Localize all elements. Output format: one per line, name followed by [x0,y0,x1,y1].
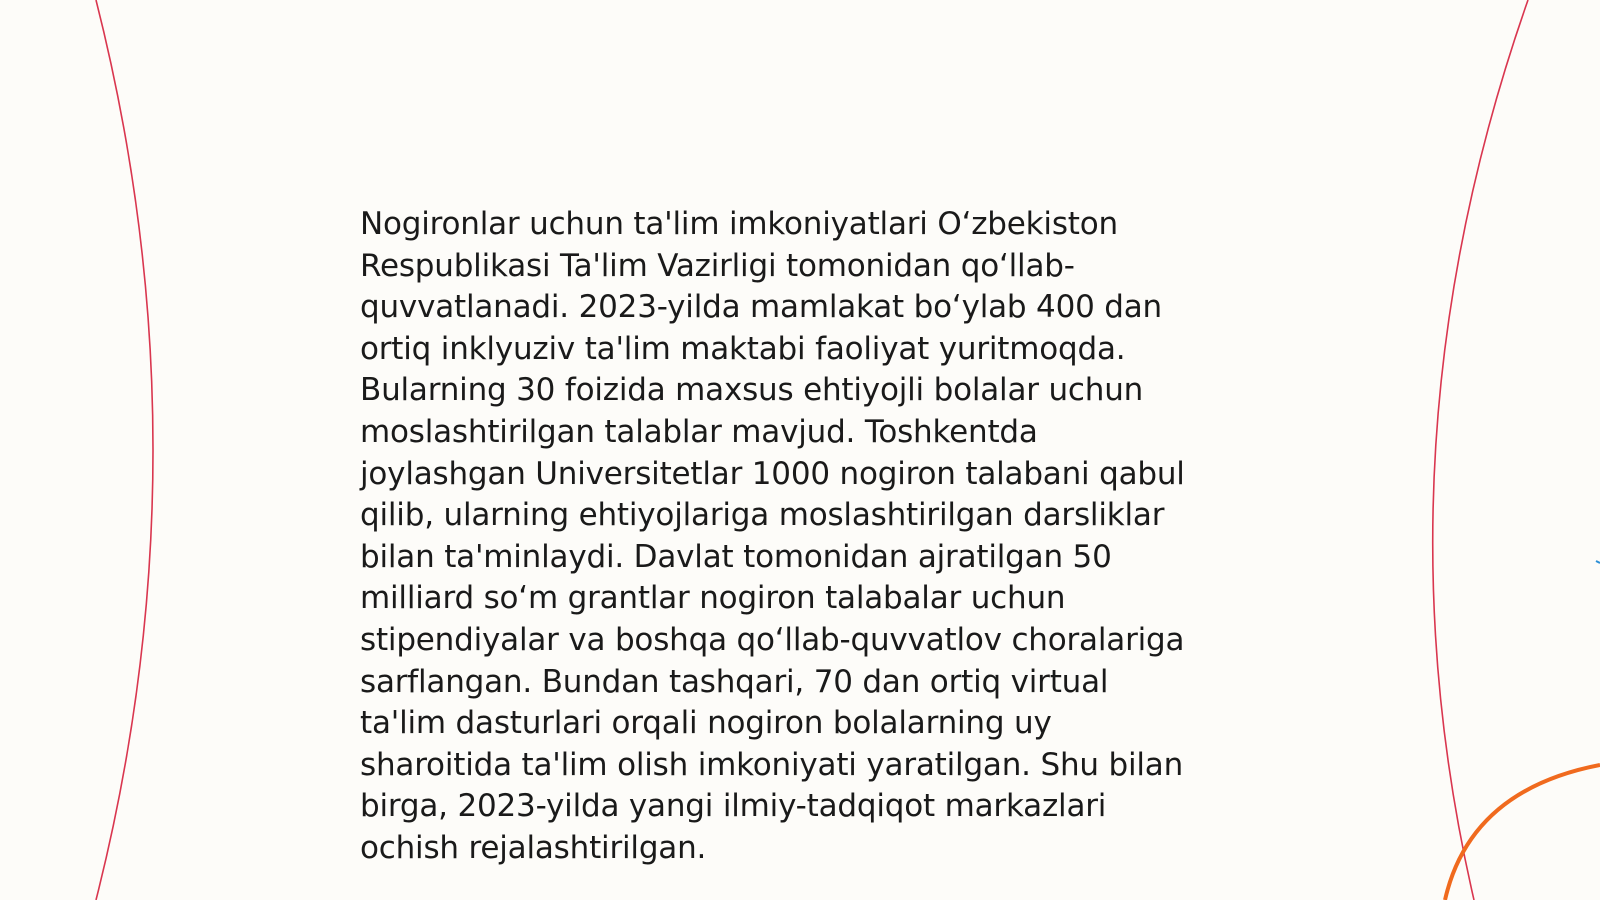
body-paragraph: Nogironlar uchun ta'lim imkoniyatlari O‘zbekiston Respublikasi Ta'lim Vazirligi tomonidan qo‘llab- quvvatlanadi. 2023-yilda mamlakat bo‘ylab 400 dan ortiq inklyuziv ta'lim maktabi faoliyat yuritmoqda. Bularning 30 foizida maxsus ehtiyojli bolalar uchun moslashtirilgan talablar mavjud. Toshkentda joylashgan Universitetlar 1000 nogiron talabani qabul qilib, ularning ehtiyojlariga moslashtirilgan darsliklar bilan ta'minlaydi. Davlat tomonidan ajratilgan 50 milliard so‘m grantlar nogiron talabalar uchun stipendiyalar va boshqa qo‘llab-quvvatlov choralariga sarflangan. Bundan tashqari, 70 dan ortiq virtual ta'lim dasturlari orqali nogiron bolalarning uy sharoitida ta'lim olish imkoniyati yaratilgan. Shu bilan birga, 2023-yilda yangi ilmiy-tadqiqot markazlari ochish rejalashtirilgan. [360,206,1185,866]
right-curve-line [1433,0,1528,900]
left-curve-line [96,0,153,900]
blue-tick-mark [1596,561,1600,563]
orange-arc [1445,765,1600,900]
